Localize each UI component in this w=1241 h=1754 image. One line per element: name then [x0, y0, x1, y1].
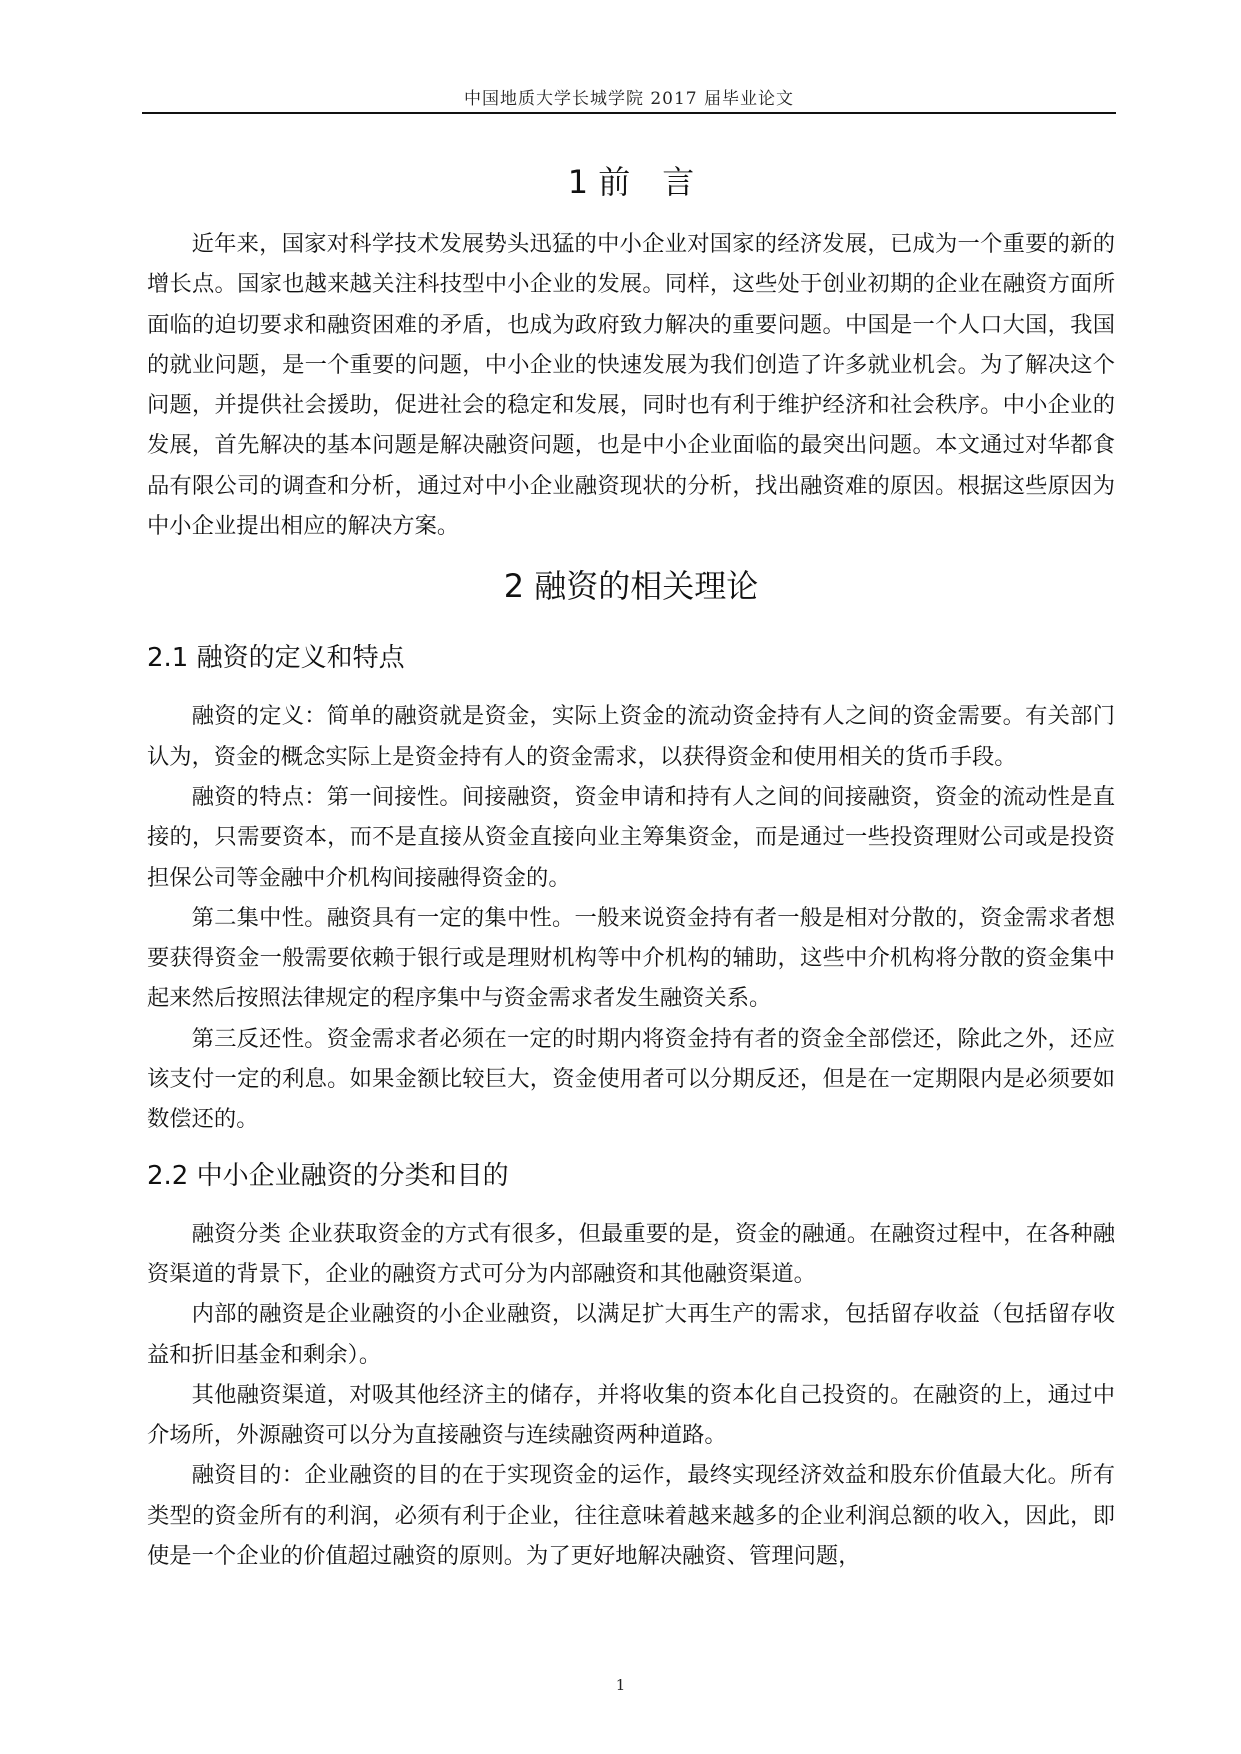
subsection-2-2-heading: 2.2 中小企业融资的分类和目的 — [147, 1160, 509, 1191]
subsection-2-2-paragraph: 其他融资渠道，对吸其他经济主的储存，并将收集的资本化自己投资的。在融资的上，通过中介场所，外源融资可以分为直接融资与连续融资两种道路。 — [147, 1381, 1115, 1449]
subsection-2-1-paragraph: 第三反还性。资金需求者必须在一定的时期内将资金持有者的资金全部偿还，除此之外，还应该支付一定的利息。如果金额比较巨大，资金使用者可以分期反还，但是在一定期限内是必须要如数偿还的。 — [147, 1025, 1115, 1133]
header-divider — [142, 112, 1116, 114]
subsection-2-2-paragraph: 内部的融资是企业融资的小企业融资，以满足扩大再生产的需求，包括留存收益（包括留存收益和折旧基金和剩余）。 — [147, 1301, 1115, 1368]
subsection-2-1-heading: 2.1 融资的定义和特点 — [147, 643, 405, 674]
section-1-heading: 1 前 言 — [567, 163, 695, 201]
page-body — [147, 150, 1115, 1576]
subsection-2-1-paragraph: 第二集中性。融资具有一定的集中性。一般来说资金持有者一般是相对分散的，资金需求者想要获得资金一般需要依赖于银行或是理财机构等中介机构的辅助，这些中介机构将分散的资金集中起来然后按照法律规定的程序集中与资金需求者发生融资关系。 — [147, 904, 1115, 1012]
page-number: 1 — [615, 1676, 626, 1694]
running-header: 中国地质大学长城学院 2017 届毕业论文 — [463, 89, 795, 109]
section-1-paragraph: 近年来，国家对科学技术发展势头迅猛的中小企业对国家的经济发展，已成为一个重要的新的增长点。国家也越来越关注科技型中小企业的发展。同样，这些处于创业初期的企业在融资方面所面临的迫切要求和融资困难的矛盾，也成为政府致力解决的重要问题。中国是一个人口大国，我国的就业问题，是一个重要的问题，中小企业的快速发展为我们创造了许多就业机会。为了解决这个问题，并提供社会援助，促进社会的稳定和发展，同时也有利于维护经济和社会秩序。中小企业的发展，首先解决的基本问题是解决融资问题，也是中小企业面临的最突出问题。本文通过对华都食品有限公司的调查和分析，通过对中小企业融资现状的分析，找出融资难的原因。根据这些原因为中小企业提出相应的解决方案。 — [147, 231, 1115, 540]
section-2-heading: 2 融资的相关理论 — [503, 567, 759, 606]
subsection-2-2-paragraph: 融资目的：企业融资的目的在于实现资金的运作，最终实现经济效益和股东价值最大化。所有类型的资金所有的利润，必须有利于企业，往往意味着越来越多的企业利润总额的收入，因此，即使是一个企业的价值超过融资的原则。为了更好地解决融资、管理问题， — [147, 1462, 1115, 1570]
subsection-2-1-paragraph: 融资的定义：简单的融资就是资金，实际上资金的流动资金持有人之间的资金需要。有关部门认为，资金的概念实际上是资金持有人的资金需求，以获得资金和使用相关的货币手段。 — [147, 703, 1115, 770]
subsection-2-1-paragraph: 融资的特点：第一间接性。间接融资，资金申请和持有人之间的间接融资，资金的流动性是直接的，只需要资本，而不是直接从资金直接向业主筹集资金，而是通过一些投资理财公司或是投资担保公司等金融中介机构间接融得资金的。 — [147, 783, 1115, 891]
subsection-2-2-paragraph: 融资分类 企业获取资金的方式有很多，但最重要的是，资金的融通。在融资过程中，在各种融资渠道的背景下，企业的融资方式可分为内部融资和其他融资渠道。 — [147, 1220, 1115, 1287]
